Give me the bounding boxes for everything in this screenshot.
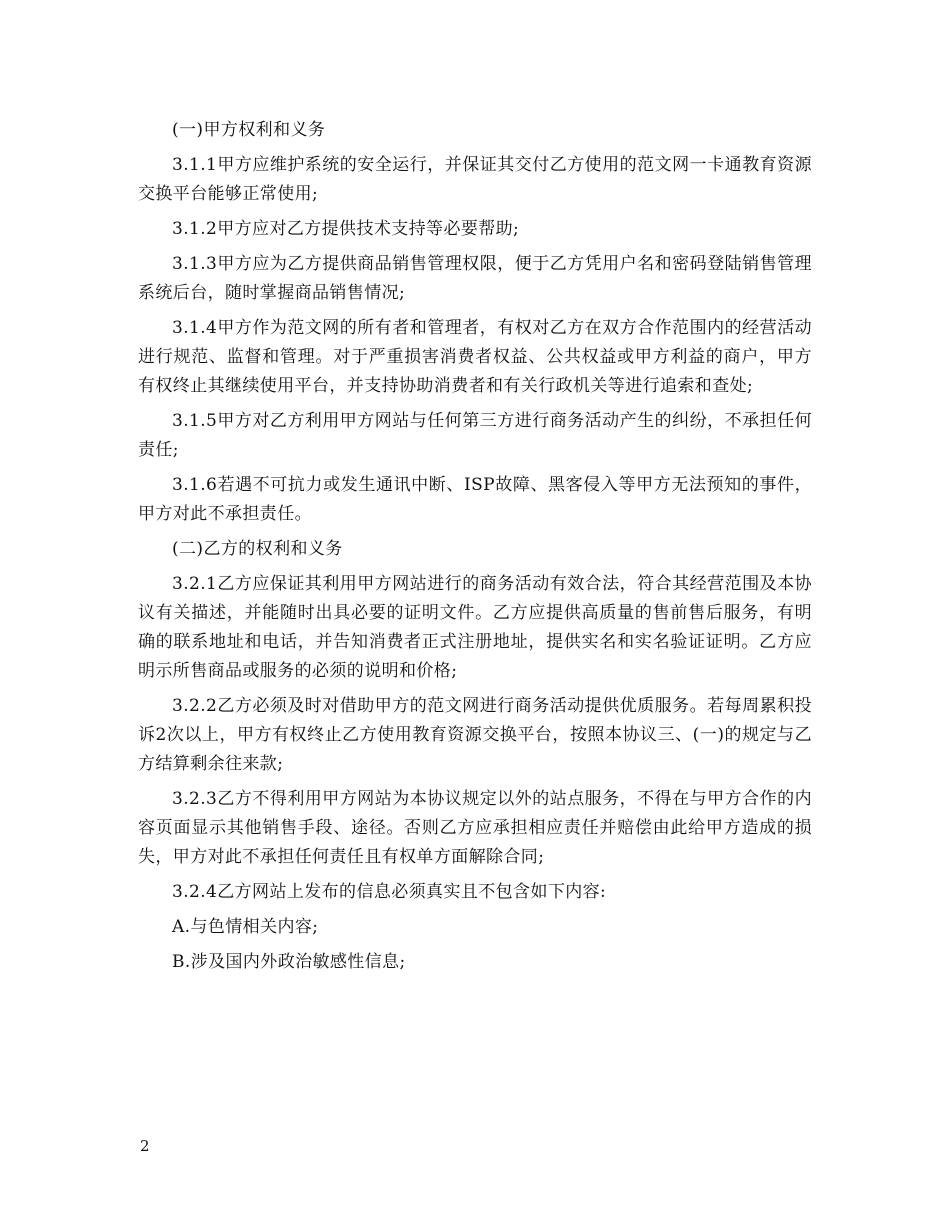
- clause-3-2-4: 3.2.4乙方网站上发布的信息必须真实且不包含如下内容:: [172, 882, 607, 902]
- clause-3-1-6: 3.1.6若遇不可抗力或发生通讯中断、ISP故障、黑客侵入等甲方无法预知的事件，甲方对此不承担责任。: [138, 475, 812, 524]
- page-number: 2: [140, 1137, 150, 1155]
- clause-3-1-2: 3.1.2甲方应对乙方提供技术支持等必要帮助;: [172, 219, 520, 239]
- clause-3-1-5: 3.1.5甲方对乙方利用甲方网站与任何第三方进行商务活动产生的纠纷，不承担任何责任;: [138, 411, 812, 460]
- clause-3-1-4: 3.1.4甲方作为范文网的所有者和管理者，有权对乙方在双方合作范围内的经营活动进行规范、监督和管理。对于严重损害消费者权益、公共权益或甲方利益的商户，甲方有权终止其继续使用平台，并支持协助消费者和有关行政机关等进行追索和查处;: [138, 318, 812, 396]
- clause-3-2-1: 3.2.1乙方应保证其利用甲方网站进行的商务活动有效合法，符合其经营范围及本协议有关描述，并能随时出具必要的证明文件。乙方应提供高质量的售前售后服务，有明确的联系地址和电话，并告知消费者正式注册地址，提供实名和实名验证证明。乙方应明示所售商品或服务的必须的说明和价格;: [138, 574, 812, 681]
- list-item-a: A.与色情相关内容;: [172, 917, 319, 937]
- clause-3-1-3: 3.1.3甲方应为乙方提供商品销售管理权限，便于乙方凭用户名和密码登陆销售管理系统后台，随时掌握商品销售情况;: [138, 254, 812, 303]
- clause-3-2-3: 3.2.3乙方不得利用甲方网站为本协议规定以外的站点服务，不得在与甲方合作的内容页面显示其他销售手段、途径。否则乙方应承担相应责任并赔偿由此给甲方造成的损失，甲方对此不承担任何责任且有权单方面解除合同;: [138, 789, 812, 867]
- document-body: [138, 116, 812, 983]
- section-heading-party-b: (二)乙方的权利和义务: [172, 539, 343, 559]
- section-heading-party-a: (一)甲方权利和义务: [172, 120, 326, 140]
- clause-3-2-2: 3.2.2乙方必须及时对借助甲方的范文网进行商务活动提供优质服务。若每周累积投诉2次以上，甲方有权终止乙方使用教育资源交换平台，按照本协议三、(一)的规定与乙方结算剩余往来款;: [138, 696, 812, 774]
- list-item-b: B.涉及国内外政治敏感性信息;: [172, 952, 406, 972]
- clause-3-1-1: 3.1.1甲方应维护系统的安全运行，并保证其交付乙方使用的范文网一卡通教育资源交换平台能够正常使用;: [138, 155, 812, 204]
